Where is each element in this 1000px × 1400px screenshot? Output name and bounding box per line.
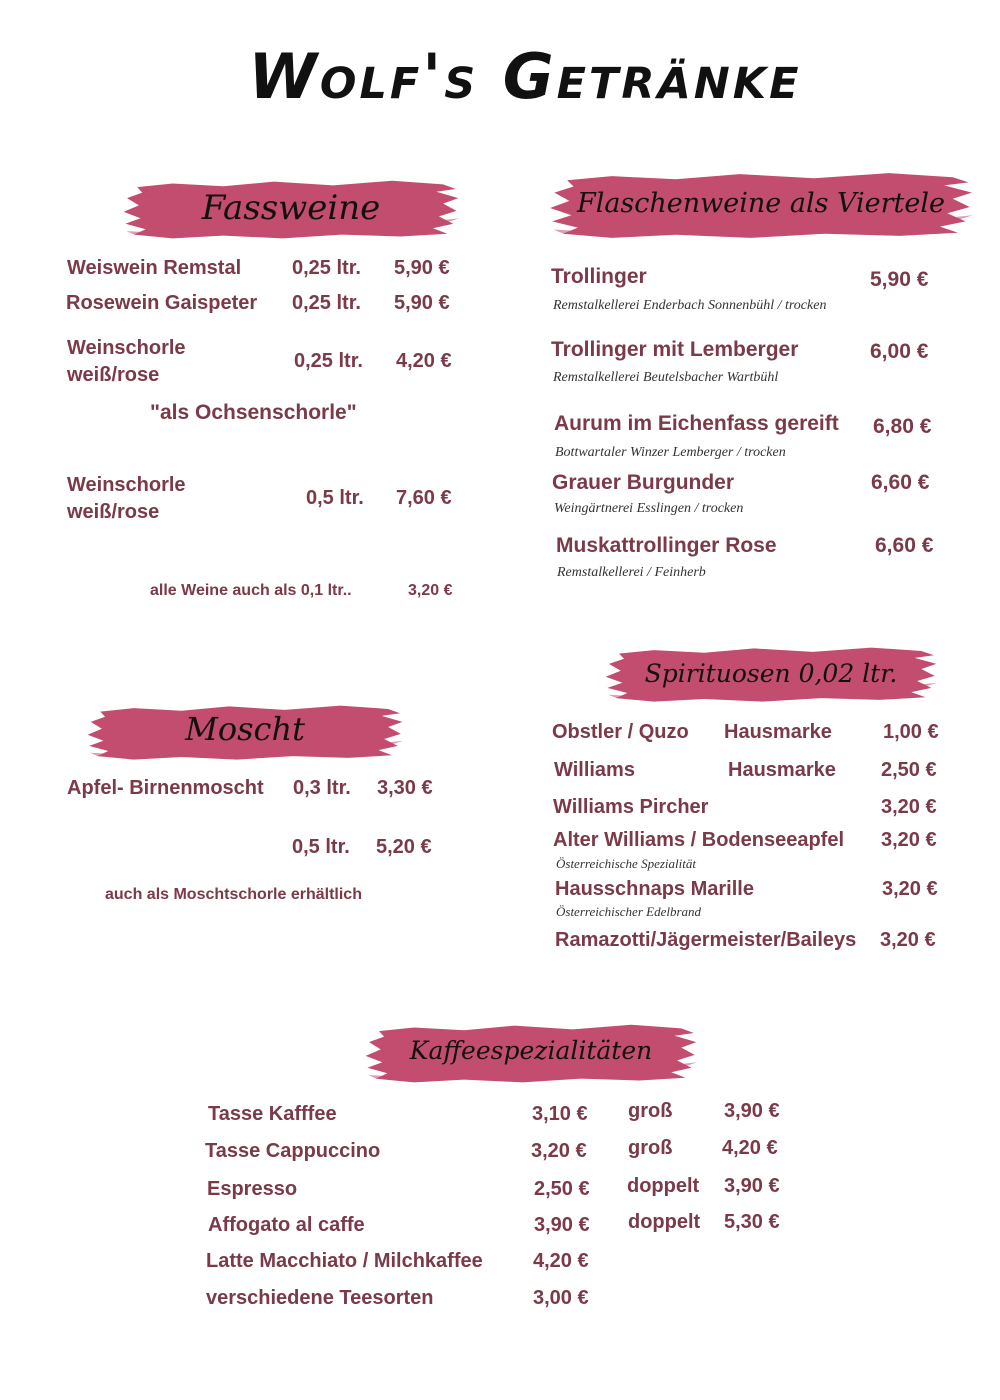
kaffee-item-2-name: Tasse Cappuccino — [205, 1140, 381, 1162]
moscht-name: Apfel- Birnenmoscht — [67, 777, 264, 799]
kaffee-item-1-opt-price: 3,90 € — [724, 1100, 780, 1122]
flasche-item-2-sub: Remstalkellerei Beutelsbacher Wartbühl — [553, 370, 779, 385]
kaffee-item-4-name: Affogato al caffe — [208, 1214, 365, 1236]
flaschenweine-banner — [548, 170, 974, 242]
moscht-note: auch als Moschtschorle erhältlich — [105, 886, 362, 903]
flasche-item-2-price: 6,00 € — [870, 340, 929, 363]
spirit-item-3-name: Williams Pircher — [553, 796, 709, 818]
flasche-item-4-sub: Weingärtnerei Esslingen / trocken — [554, 501, 744, 516]
kaffee-banner — [364, 1022, 698, 1086]
fass-row-1-name: Weiswein Remstal — [67, 257, 242, 279]
spirit-item-1-price: 1,00 € — [883, 721, 939, 743]
kaffee-item-6-name: verschiedene Teesorten — [206, 1287, 434, 1309]
fass-row-1-price: 5,90 € — [394, 257, 450, 279]
kaffee-item-2-opt-price: 4,20 € — [722, 1137, 778, 1159]
fass-row-3-size: 0,25 ltr. — [294, 350, 363, 372]
kaffee-item-3-opt: doppelt — [627, 1175, 700, 1197]
flasche-item-1-sub: Remstalkellerei Enderbach Sonnenbühl / trocken — [553, 298, 827, 313]
spirit-item-3-price: 3,20 € — [881, 796, 937, 818]
fass-note: alle Weine auch als 0,1 ltr.. — [150, 582, 352, 599]
flaschenweine-heading: Flaschenweine als Viertele — [576, 188, 946, 219]
kaffee-item-4-price: 3,90 € — [534, 1214, 590, 1236]
fass-row-1-size: 0,25 ltr. — [292, 257, 361, 279]
kaffee-item-3-price: 2,50 € — [534, 1178, 590, 1200]
spirit-item-4-name: Alter Williams / Bodenseeapfel — [553, 829, 845, 851]
flasche-item-2-name: Trollinger mit Lemberger — [551, 338, 799, 361]
flasche-item-3-sub: Bottwartaler Winzer Lemberger / trocken — [555, 445, 786, 460]
fass-note-price: 3,20 € — [408, 582, 453, 599]
flasche-item-3-name: Aurum im Eichenfass gereift — [554, 412, 839, 435]
spirit-item-5-price: 3,20 € — [882, 878, 938, 900]
spirit-item-2-price: 2,50 € — [881, 759, 937, 781]
flasche-item-5-name: Muskattrollinger Rose — [556, 534, 777, 557]
kaffee-heading: Kaffeespezialitäten — [409, 1036, 653, 1065]
kaffee-item-4-opt: doppelt — [628, 1211, 701, 1233]
kaffee-item-1-name: Tasse Kafffee — [208, 1103, 337, 1125]
spirituosen-heading: Spirituosen 0,02 ltr. — [644, 659, 898, 688]
moscht-row-2-price: 5,20 € — [376, 836, 432, 858]
moscht-heading: Moscht — [185, 710, 305, 748]
kaffee-item-5-name: Latte Macchiato / Milchkaffee — [206, 1250, 483, 1272]
fass-row-2-price: 5,90 € — [394, 292, 450, 314]
kaffee-item-3-name: Espresso — [207, 1178, 298, 1200]
fass-row-2-size: 0,25 ltr. — [292, 292, 361, 314]
flasche-item-5-sub: Remstalkellerei / Feinherb — [557, 565, 706, 580]
fass-row-4-name-2: weiß/rose — [67, 501, 160, 523]
fass-row-3-name-2: weiß/rose — [67, 364, 160, 386]
flasche-item-3-price: 6,80 € — [873, 415, 932, 438]
spirituosen-banner — [604, 645, 938, 705]
page-title: Wolf's Getränke — [248, 40, 802, 113]
moscht-row-1-size: 0,3 ltr. — [293, 777, 351, 799]
spirit-item-6-price: 3,20 € — [880, 929, 936, 951]
moscht-banner — [86, 703, 404, 763]
kaffee-item-2-price: 3,20 € — [531, 1140, 587, 1162]
kaffee-item-3-opt-price: 3,90 € — [724, 1175, 780, 1197]
moscht-row-1-price: 3,30 € — [377, 777, 433, 799]
flasche-item-4-price: 6,60 € — [871, 471, 930, 494]
kaffee-item-6-price: 3,00 € — [533, 1287, 589, 1309]
spirit-item-1-name: Obstler / Quzo — [552, 721, 689, 743]
spirit-item-1-brand: Hausmarke — [724, 721, 832, 743]
fass-row-4-size: 0,5 ltr. — [306, 487, 364, 509]
fass-row-2-name: Rosewein Gaispeter — [66, 292, 258, 314]
fass-row-3-price: 4,20 € — [396, 350, 452, 372]
spirit-item-2-brand: Hausmarke — [728, 759, 836, 781]
kaffee-item-5-price: 4,20 € — [533, 1250, 589, 1272]
spirit-item-5-sub: Österreichischer Edelbrand — [556, 904, 702, 919]
moscht-row-2-size: 0,5 ltr. — [292, 836, 350, 858]
flasche-item-5-price: 6,60 € — [875, 534, 934, 557]
kaffee-item-4-opt-price: 5,30 € — [724, 1211, 780, 1233]
flasche-item-1-name: Trollinger — [551, 265, 647, 288]
fass-row-4-name: Weinschorle — [67, 474, 186, 496]
kaffee-item-1-opt: groß — [628, 1100, 673, 1122]
fass-row-3-name: Weinschorle — [67, 337, 186, 359]
spirit-item-6-name: Ramazotti/Jägermeister/Baileys — [555, 929, 857, 951]
fassweine-banner — [122, 178, 460, 242]
fass-row-4-price: 7,60 € — [396, 487, 452, 509]
spirit-item-4-sub: Österreichische Spezialität — [556, 856, 696, 871]
fassweine-heading: Fassweine — [201, 188, 381, 228]
flasche-item-4-name: Grauer Burgunder — [552, 471, 735, 494]
spirit-item-5-name: Hausschnaps Marille — [555, 878, 754, 900]
ochsenschorle-label: "als Ochsenschorle" — [150, 401, 357, 424]
kaffee-item-2-opt: groß — [628, 1137, 673, 1159]
flasche-item-1-price: 5,90 € — [870, 268, 929, 291]
kaffee-item-1-price: 3,10 € — [532, 1103, 588, 1125]
spirit-item-2-name: Williams — [554, 759, 635, 781]
spirit-item-4-price: 3,20 € — [881, 829, 937, 851]
